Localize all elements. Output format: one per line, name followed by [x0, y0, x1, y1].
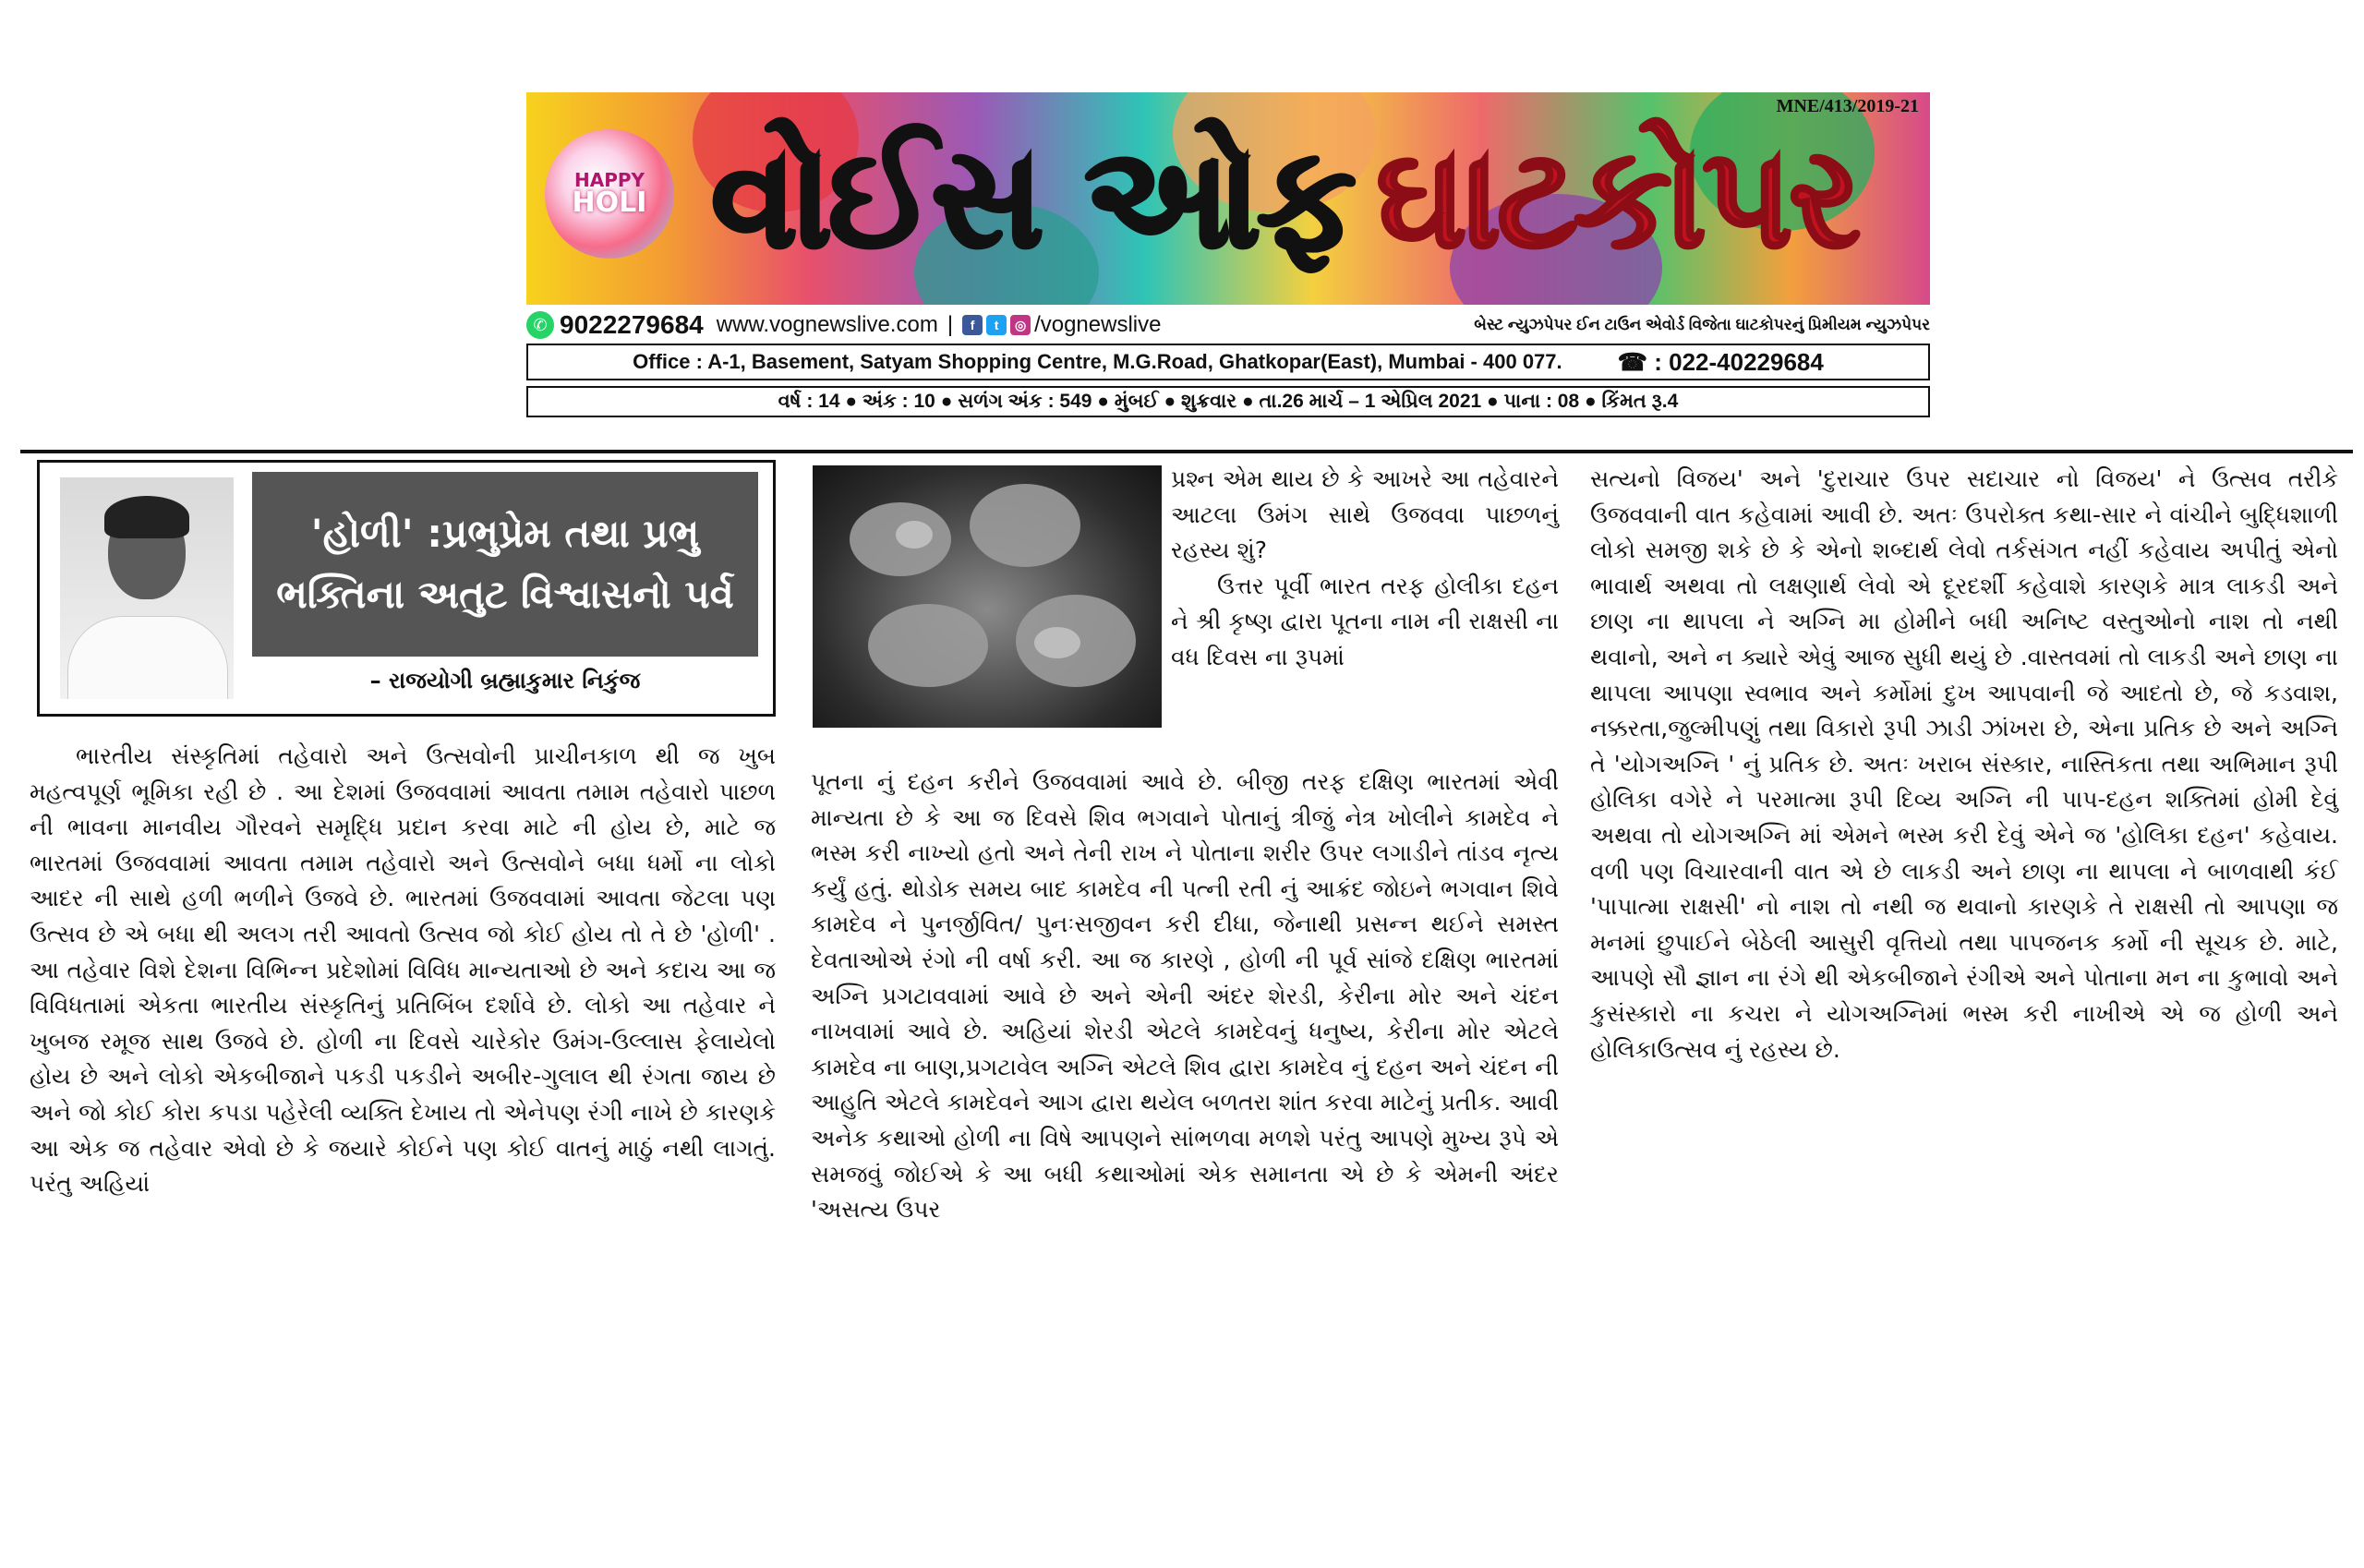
horizontal-rule	[20, 450, 2353, 453]
happy-holi-badge	[545, 129, 674, 259]
hand-shape	[868, 604, 988, 687]
author-shirt	[67, 616, 228, 699]
twitter-icon[interactable]: t	[986, 315, 1007, 335]
article-column-2-top	[1171, 462, 1559, 676]
headline-box	[37, 460, 776, 717]
author-hair	[104, 496, 189, 538]
masthead-banner	[526, 92, 1930, 305]
article-paragraph: પ્રશ્ન એમ થાય છે કે આખરે આ તહેવારને આટલા ઉમંગ સાથે ઉજવવા પાછળનું રહસ્ય શું?	[1171, 465, 1559, 564]
registration-number: MNE/413/2019-21	[1776, 96, 1919, 116]
social-icons	[962, 315, 1031, 335]
hands-with-colors-photo	[813, 465, 1162, 728]
contact-line	[526, 307, 1930, 344]
article-headline	[252, 472, 758, 657]
headline-line1: 'હોળી' :પ્રભુપ્રેમ તથા પ્રભુ	[310, 511, 700, 556]
phone-number: 9022279684	[560, 310, 704, 339]
facebook-icon[interactable]: f	[962, 315, 983, 335]
headline-line2: ભક્તિના અતુટ વિશ્વાસનો પર્વ	[276, 572, 734, 617]
separator: |	[947, 312, 954, 337]
article-column-3: સત્યનો વિજય' અને 'દુરાચાર ઉપર સદાચાર નો વિજય' ને ઉત્સવ તરીકે ઉજવવાની વાત કહેવામાં આવી છે. અતઃ ઉપરોક્ત કથા-સાર ને વાંચીને બુદ્ધિશાળી લોકો સમજી શકે છે કે એનો શબ્દાર્થ લેવો તર્કસંગત નહીં કહેવાય અપીતું એનો ભાવાર્થ અથવા તો લક્ષણાર્થ લેવો એ દૂરદર્શી કહેવાશે કારણકે માત્ર લાકડી અને છાણ ના થાપલા ને અગ્નિ મા હોમીને બધી અનિષ્ટ વસ્તુઓનો નાશ તો નથી થવાનો, અને ન ક્યારે એવું આજ સુધી થયું છે .વાસ્તવમાં તો લાકડી અને છાણ ના થાપલા આપણા સ્વભાવ અને કર્મોમાં દુખ આપવાની જે આદતો છે, જે કડવાશ, નક્કરતા,જુલ્મીપણું તથા વિકારો રૂપી ઝાડી ઝાંખરા છે, એના પ્રતિક છે અને અગ્નિ તે 'યોગઅગ્નિ ' નું પ્રતિક છે. અતઃ ખરાબ સંસ્કાર, નાસ્તિકતા તથા અભિમાન રૂપી હોલિકા વગેરે ને પરમાત્મા રૂપી દિવ્ય અગ્નિ ની પાપ-દહન શક્તિમાં હોમી દેવું અથવા તો યોગઅગ્નિ માં એમને ભસ્મ કરી દેવું એને જ 'હોલિકા દહન' કહેવાય. વળી પણ વિચારવાની વાત એ છે લાકડી અને છાણ ના થાપલા ને બાળવાથી કંઈ 'પાપાત્મા રાક્ષસી' નો નાશ તો નથી જ થવાનો કારણકે તે રાક્ષસી તો આપણા જ મનમાં છુપાઈને બેઠેલી આસુરી વૃત્તિયો તથા પાપજનક કર્મો ની સૂચક છે. માટે, આપણે સૌ જ્ઞાન ના રંગે થી એકબીજાને રંગીએ અને પોતાના મન ના કુભાવો અને કુસંસ્કારો ના કચરા ને યોગઅગ્નિમાં ભસ્મ કરી નાખીએ એ જ હોળી અને હોલિકાઉત્સવ નું રહસ્ય છે.	[1590, 465, 2338, 1063]
issue-info-box	[526, 386, 1930, 417]
hand-shape	[970, 484, 1080, 567]
article-column-2-bottom: પૂતના નું દહન કરીને ઉજવવામાં આવે છે. બીજી તરફ દક્ષિણ ભારતમાં એવી માન્યતા છે કે આ જ દિવસે શિવ ભગવાને પોતાનું ત્રીજું નેત્ર ખોલીને કામદેવ ને ભસ્મ કરી નાખ્યો હતો અને તેની રાખ ને પોતાના શરીર ઉપર લગાડીને તાંડવ નૃત્ય કર્યું હતું. થોડોક સમય બાદ કામદેવ ની પત્ની રતી નું આક્રંદ જોઇને ભગવાન શિવે કામદેવ ને પુનર્જીવિત/ પુનઃસજીવન કરી દીધા, જેનાથી પ્રસન્ન થઈને સમસ્ત દેવતાઓએ રંગો ની વર્ષા કરી. આ જ કારણે , હોળી ની પૂર્વ સાંજે દક્ષિણ ભારતમાં અગ્નિ પ્રગટાવવામાં આવે છે અને એની અંદર શેરડી, કેરીના મોર અને ચંદન નાખવામાં આવે છે. અહિયાં શેરડી એટલે કામદેવનું ધનુષ્ય, કેરીના મોર એટલે કામદેવ ના બાણ,પ્રગટાવેલ અગ્નિ એટલે શિવ દ્વારા કામદેવ નું દહન અને ચંદન ની આહુતિ એટલે કામદેવને આગ દ્વારા થયેલ બળતરા શાંત કરવા માટેનું પ્રતીક. આવી અનેક કથાઓ હોળી ના વિષે આપણને સાંભળવા મળશે પરંતુ આપણે મુખ્ય રૂપે એ સમજવું જોઈએ કે આ બધી કથાઓમાં એક સમાનતા એ છે કે એમની અંદર 'અસત્ય ઉપર	[811, 768, 1559, 1224]
masthead	[526, 92, 1930, 416]
holi-badge-line2: HOLI	[572, 187, 647, 219]
holi-badge-line1: HAPPY	[573, 169, 645, 191]
whatsapp-icon: ✆	[526, 311, 554, 339]
tagline: બેસ્ટ ન્યુઝપેપર ઈન ટાઉન એવોર્ડ વિજેતા ઘાટકોપરનું પ્રિમીયમ ન્યુઝપેપર	[1474, 316, 1930, 333]
title-part1: વોઈસ ઓફ	[711, 118, 1353, 279]
title-part2: ઘાટકોપર	[1376, 118, 1857, 279]
author-photo	[60, 477, 234, 699]
color-powder	[1034, 627, 1080, 658]
article-byline: – રાજયોગી બ્રહ્માકુમાર નિકુંજ	[369, 668, 641, 694]
newspaper-title	[711, 102, 1921, 296]
social-handle[interactable]: /vognewslive	[1034, 312, 1162, 337]
color-powder	[896, 521, 933, 549]
website-link[interactable]: www.vognewslive.com	[716, 312, 938, 337]
instagram-icon[interactable]: ◎	[1010, 315, 1031, 335]
office-address-box	[526, 344, 1930, 380]
issue-info: વર્ષ : 14 ● અંક : 10 ● સળંગ અંક : 549 ● મુંબઈ ● શુક્રવાર ● તા.26 માર્ચ – 1 એપ્રિલ 2021 ● પાના : 08 ● કિંમત રૂ.4	[778, 391, 1679, 412]
office-address: Office : A-1, Basement, Satyam Shopping Centre, M.G.Road, Ghatkopar(East), Mumbai - 400 077.	[633, 350, 1562, 373]
article-column-1: ભારતીય સંસ્કૃતિમાં તહેવારો અને ઉત્સવોની પ્રાચીનકાળ થી જ ખુબ મહત્વપૂર્ણ ભૂમિકા રહી છે . આ દેશમાં ઉજવવામાં આવતા તમામ તહેવારો પાછળ ની ભાવના માનવીય ગૌરવને સમૃદ્ધિ પ્રદાન કરવા માટે ની હોય છે, માટે જ ભારતમાં ઉજવવામાં આવતા તમામ તહેવારો અને ઉત્સવોને બધા ધર્મો ના લોકો આદર ની સાથે હળી ભળીને ઉજવે છે. ભારતમાં ઉજવવામાં આવતા જેટલા પણ ઉત્સવ છે એ બધા થી અલગ તરી આવતો ઉત્સવ જો કોઈ હોય તો તે છે 'હોળી' . આ તહેવાર વિશે દેશના વિભિન્ન પ્રદેશોમાં વિવિધ માન્યતાઓ છે અને કદાચ આ જ વિવિધતામાં એકતા ભારતીય સંસ્કૃતિનું પ્રતિબિંબ દર્શાવે છે. લોકો આ તહેવાર ને ખુબજ રમૂજ સાથ ઉજવે છે. હોળી ના દિવસે ચારેકોર ઉમંગ-ઉલ્લાસ ફેલાયેલો હોય છે અને લોકો એકબીજાને પકડી પકડીને અબીર-ગુલાલ થી રંગતા જાય છે અને જો કોઈ કોરા કપડા પહેરેલી વ્યક્તિ દેખાય તો એનેપણ રંગી નાખે છે કારણકે આ એક જ તહેવાર એવો છે કે જયારે કોઈને પણ કોઈ વાતનું માઠું નથી લાગતું. પરંતુ અહિયાં	[30, 742, 776, 1198]
article-paragraph: ઉત્તર પૂર્વી ભારત તરફ હોલીકા દહન ને શ્રી કૃષ્ણ દ્વારા પૂતના નામ ની રાક્ષસી ના વધ દિવસ ના રૂપમાં	[1171, 572, 1559, 670]
telephone-number: ☎ : 022-40229684	[1617, 347, 1824, 376]
